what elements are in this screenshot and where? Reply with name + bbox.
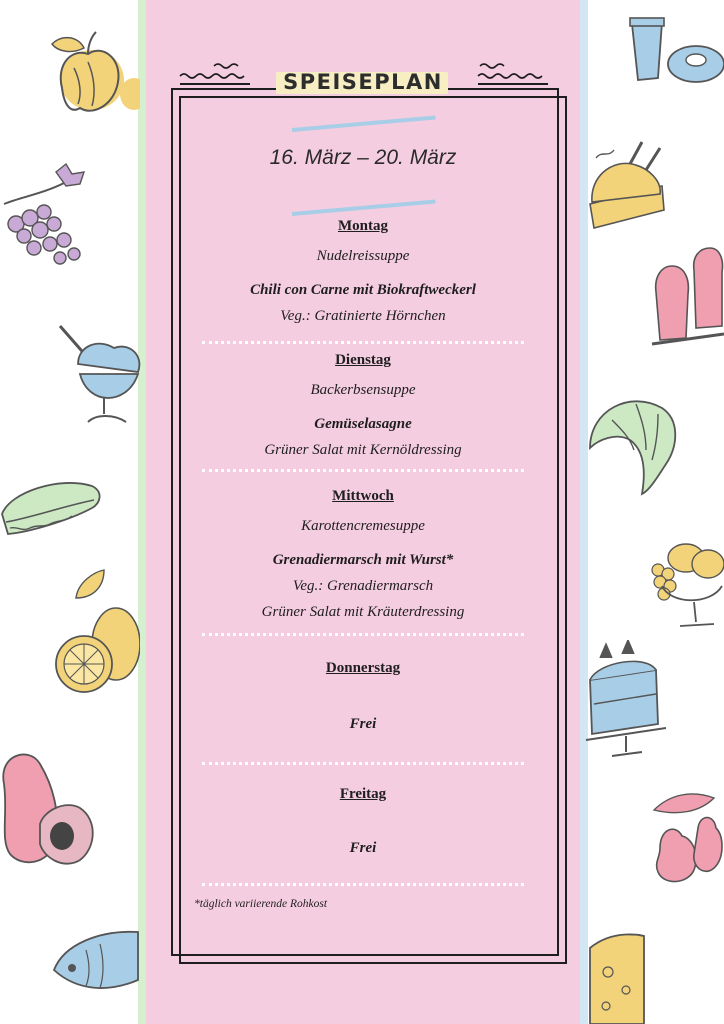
- avocado-icon: [0, 744, 100, 872]
- soup-item: Karottencremesuppe: [301, 518, 425, 534]
- day-title: Donnerstag: [325, 660, 401, 676]
- side-item: Grüner Salat mit Kernöldressing: [264, 442, 462, 458]
- day-thursday: [190, 658, 536, 734]
- main-dish: Chili con Carne mit Biokraftweckerl: [250, 282, 476, 298]
- roast-chicken-icon: [586, 136, 668, 232]
- day-title: Freitag: [339, 786, 387, 802]
- divider: [202, 469, 524, 472]
- day-friday: [190, 784, 536, 858]
- side-item: Grüner Salat mit Kräuterdressing: [261, 604, 465, 620]
- day-title: Dienstag: [335, 352, 391, 368]
- fruit-bowl-icon: [650, 530, 724, 630]
- page-title: SPEISEPLAN: [283, 70, 443, 94]
- day-title: Mittwoch: [332, 488, 394, 504]
- divider: [202, 883, 524, 886]
- soup-item: Nudelreissuppe: [316, 248, 410, 264]
- soup-item: Backerbsensuppe: [310, 382, 416, 398]
- left-squiggle-decoration: [178, 62, 252, 86]
- main-dish: Frei: [349, 840, 377, 856]
- day-tuesday: [190, 350, 536, 460]
- fish-icon: [50, 920, 142, 1000]
- coffee-donut-icon: [626, 14, 724, 96]
- footnote: *täglich variierende Rohkost: [194, 898, 328, 910]
- pears-icon: [644, 788, 724, 892]
- main-dish: Grenadiermarsch mit Wurst*: [272, 552, 454, 568]
- lemon-icon: [38, 568, 140, 704]
- main-dish: Gemüselasagne: [314, 416, 412, 432]
- divider: [202, 762, 524, 765]
- divider: [202, 633, 524, 636]
- salt-pepper-icon: [650, 234, 724, 354]
- day-title: Montag: [338, 218, 388, 234]
- cheese-icon: [586, 928, 646, 1024]
- day-wednesday: [190, 486, 536, 622]
- side-item: Veg.: Gratinierte Hörnchen: [280, 308, 446, 324]
- divider: [202, 341, 524, 344]
- cake-icon: [586, 640, 676, 760]
- sandwich-icon: [0, 470, 104, 550]
- side-item: Veg.: Grenadiermarsch: [292, 578, 434, 594]
- apple-icon: [22, 18, 140, 118]
- right-squiggle-decoration: [476, 62, 550, 86]
- date-range: 16. März – 20. März: [269, 146, 457, 169]
- ice-cream-icon: [52, 318, 142, 428]
- main-dish: Frei: [349, 716, 377, 732]
- day-monday: [190, 216, 536, 326]
- grapes-icon: [0, 160, 96, 272]
- croissant-icon: [586, 390, 680, 496]
